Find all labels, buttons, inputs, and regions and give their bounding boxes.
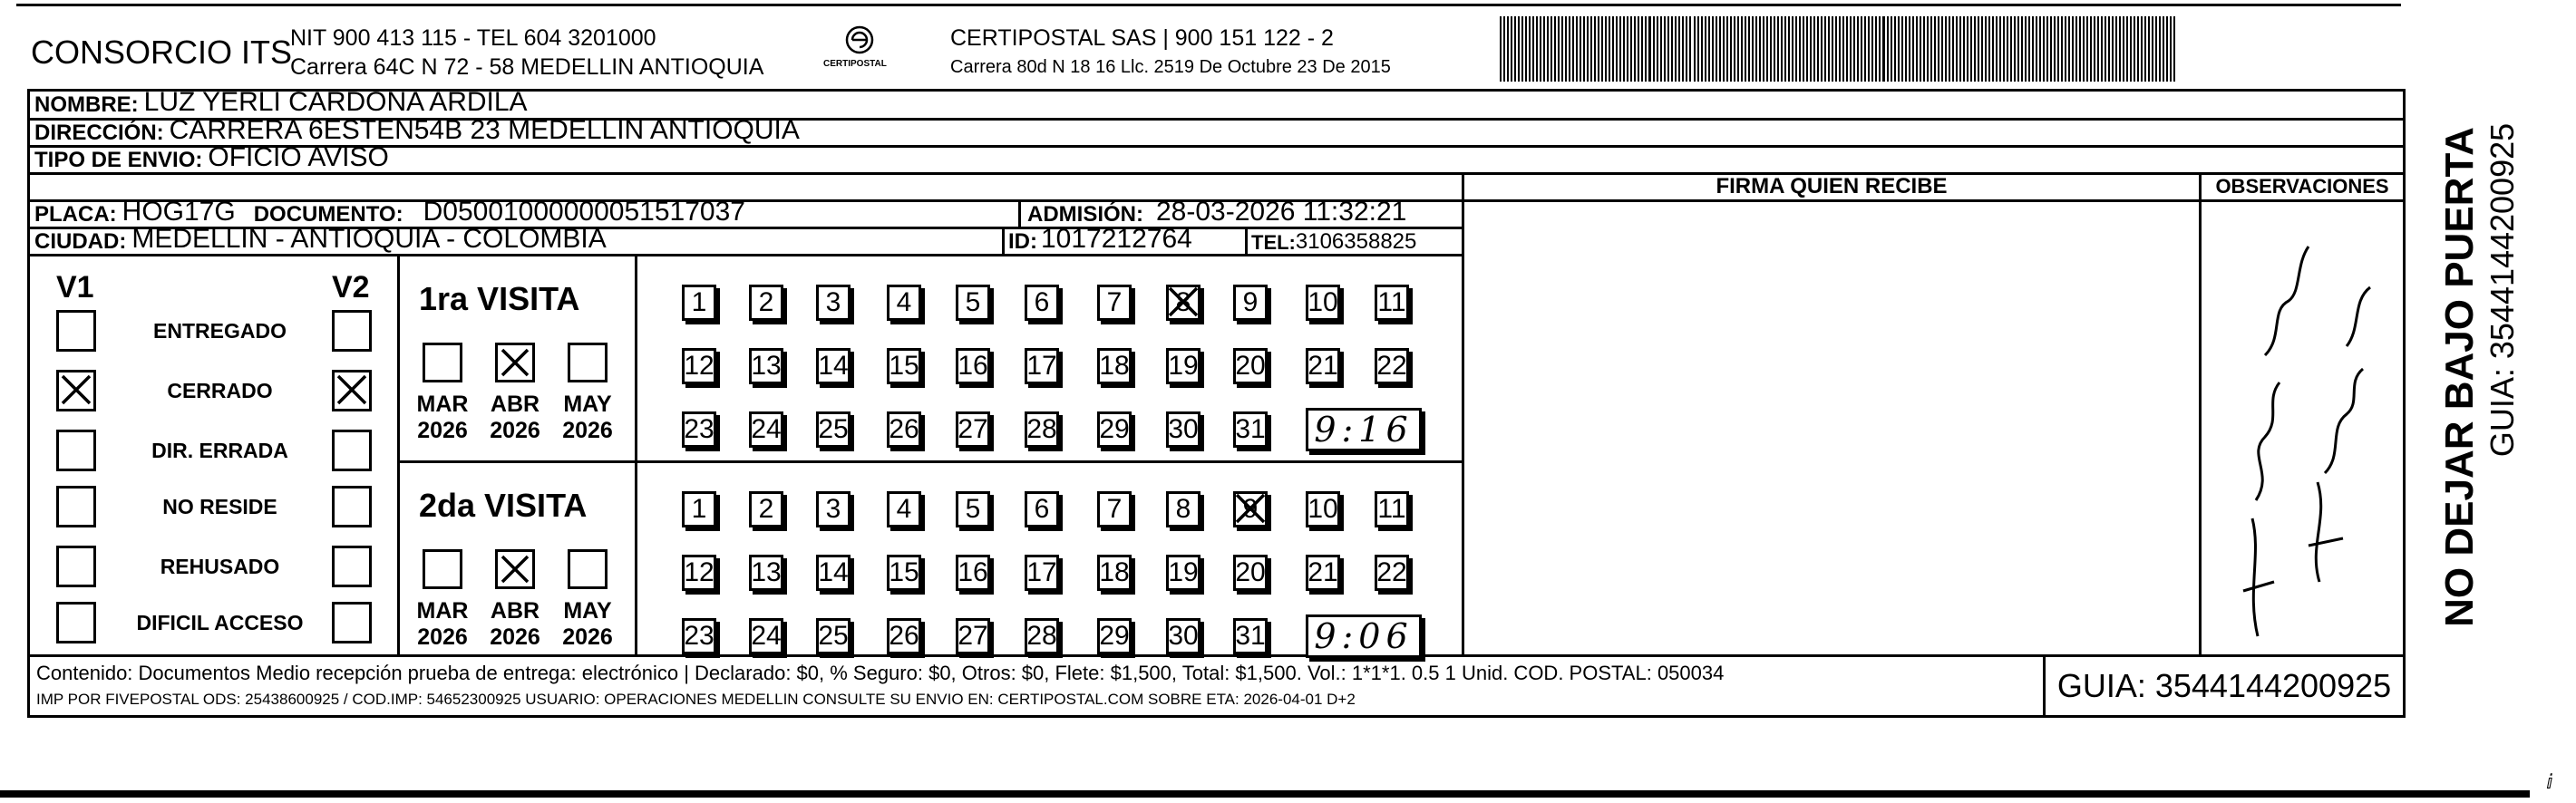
v1-checkbox[interactable] bbox=[56, 310, 96, 352]
v2-checkbox[interactable] bbox=[332, 546, 372, 587]
day-box[interactable] bbox=[816, 618, 851, 654]
day-number: 17 bbox=[1026, 351, 1057, 381]
day-box[interactable] bbox=[816, 411, 851, 448]
v1-checkbox[interactable] bbox=[56, 486, 96, 527]
footer-guia: GUIA: 3544144200925 bbox=[2056, 667, 2392, 704]
day-box[interactable] bbox=[1097, 491, 1132, 527]
nombre-row bbox=[34, 87, 528, 118]
month-year: 2026 bbox=[417, 624, 468, 650]
day-number: 21 bbox=[1307, 351, 1338, 381]
day-number: 11 bbox=[1377, 287, 1406, 317]
day-box[interactable] bbox=[749, 555, 783, 591]
day-number: 12 bbox=[684, 351, 714, 381]
day-box[interactable] bbox=[1306, 348, 1340, 384]
day-number: 7 bbox=[1106, 494, 1123, 524]
month-name: ABR bbox=[490, 598, 540, 624]
day-box[interactable] bbox=[1306, 491, 1340, 527]
day-box[interactable] bbox=[1233, 618, 1268, 654]
day-box[interactable] bbox=[816, 348, 851, 384]
day-box[interactable] bbox=[749, 618, 783, 654]
visit-time: 9:06 bbox=[1306, 614, 1422, 658]
v2-checkbox[interactable] bbox=[332, 310, 372, 352]
v2-checkbox[interactable] bbox=[332, 602, 372, 643]
day-box[interactable] bbox=[1166, 618, 1201, 654]
month-label bbox=[556, 392, 619, 444]
day-number: 17 bbox=[1026, 557, 1057, 587]
day-number: 20 bbox=[1235, 557, 1266, 587]
day-box[interactable] bbox=[1166, 285, 1201, 321]
v1-checkbox[interactable] bbox=[56, 602, 96, 643]
placa-value: HOG17G bbox=[122, 197, 236, 227]
day-number: 15 bbox=[889, 351, 919, 381]
day-box[interactable] bbox=[887, 285, 921, 321]
placa-label: PLACA: bbox=[34, 202, 117, 227]
day-box[interactable] bbox=[1097, 618, 1132, 654]
day-box[interactable] bbox=[1025, 491, 1059, 527]
day-box[interactable] bbox=[1097, 555, 1132, 591]
day-box[interactable] bbox=[956, 285, 990, 321]
day-number: 10 bbox=[1307, 494, 1338, 524]
day-number: 27 bbox=[957, 621, 988, 651]
observaciones-header: OBSERVACIONES bbox=[2215, 175, 2389, 198]
day-box[interactable] bbox=[1233, 348, 1268, 384]
day-box[interactable] bbox=[1375, 555, 1409, 591]
day-number: 6 bbox=[1034, 287, 1050, 317]
v2-checkbox[interactable] bbox=[332, 370, 372, 411]
day-box[interactable] bbox=[1025, 618, 1059, 654]
day-box[interactable] bbox=[682, 618, 716, 654]
day-number: 9 bbox=[1242, 287, 1259, 317]
day-number: 3 bbox=[825, 287, 841, 317]
id-value: 1017212764 bbox=[1041, 224, 1192, 254]
status-option-label: DIFICIL ACCESO bbox=[136, 610, 304, 634]
day-number: 5 bbox=[965, 494, 981, 524]
day-box[interactable] bbox=[1166, 555, 1201, 591]
v1-checkbox[interactable] bbox=[56, 430, 96, 471]
handwritten-observations bbox=[2202, 201, 2403, 654]
day-box[interactable] bbox=[1233, 285, 1268, 321]
month-label bbox=[483, 392, 547, 444]
day-box[interactable] bbox=[1375, 348, 1409, 384]
day-number: 1 bbox=[691, 287, 707, 317]
month-label bbox=[483, 598, 547, 651]
day-box[interactable] bbox=[887, 618, 921, 654]
day-number: 26 bbox=[889, 621, 919, 651]
footer-line2: IMP POR FIVEPOSTAL ODS: 25438600925 / COD.IMP: 54652300925 USUARIO: OPERACIONES MEDELLIN CONSULTE SU ENVIO EN: CERTIPOSTAL.COM SOBRE ETA: 2026-04-01 D+2 bbox=[36, 691, 1356, 708]
day-box[interactable] bbox=[749, 411, 783, 448]
day-box[interactable] bbox=[887, 491, 921, 527]
day-box[interactable] bbox=[816, 491, 851, 527]
admision-value: 28-03-2026 11:32:21 bbox=[1156, 197, 1407, 227]
day-number: 25 bbox=[818, 414, 849, 444]
day-box[interactable] bbox=[1375, 491, 1409, 527]
day-box[interactable] bbox=[1375, 285, 1409, 321]
day-number: 28 bbox=[1026, 414, 1057, 444]
v1-checkbox[interactable] bbox=[56, 546, 96, 587]
day-number: 26 bbox=[889, 414, 919, 444]
day-number: 24 bbox=[751, 621, 782, 651]
day-number: 13 bbox=[751, 557, 782, 587]
day-number: 23 bbox=[684, 414, 714, 444]
day-number: 16 bbox=[957, 557, 988, 587]
day-box[interactable] bbox=[1097, 411, 1132, 448]
v1-checkbox[interactable] bbox=[56, 370, 96, 411]
day-number: 1 bbox=[691, 494, 707, 524]
month-label bbox=[411, 598, 474, 651]
documento-value: D05001000000051517037 bbox=[423, 197, 745, 227]
direccion-label: DIRECCIÓN: bbox=[34, 121, 164, 145]
day-number: 29 bbox=[1099, 414, 1130, 444]
logo-text: CERTIPOSTAL bbox=[823, 59, 887, 69]
day-number: 10 bbox=[1307, 287, 1338, 317]
ciudad-value: MEDELLIN - ANTIOQUIA - COLOMBIA bbox=[131, 224, 607, 254]
day-number: 23 bbox=[684, 621, 714, 651]
day-number: 13 bbox=[751, 351, 782, 381]
day-number: 14 bbox=[818, 557, 849, 587]
month-name: MAY bbox=[563, 392, 612, 417]
company-address: Carrera 64C N 72 - 58 MEDELLIN ANTIOQUIA bbox=[290, 54, 764, 80]
day-box[interactable] bbox=[1166, 348, 1201, 384]
nombre-value: LUZ YERLI CARDONA ARDILA bbox=[143, 87, 528, 117]
visit-title: 1ra VISITA bbox=[419, 280, 580, 317]
day-box[interactable] bbox=[682, 348, 716, 384]
id-row bbox=[1008, 224, 1192, 255]
day-number: 31 bbox=[1235, 621, 1266, 651]
ciudad-row bbox=[34, 224, 607, 255]
day-number: 30 bbox=[1168, 621, 1199, 651]
day-box[interactable] bbox=[1025, 285, 1059, 321]
month-year: 2026 bbox=[490, 417, 540, 443]
day-number: 5 bbox=[965, 287, 981, 317]
day-number: 18 bbox=[1099, 351, 1130, 381]
day-number: 9 bbox=[1242, 494, 1259, 524]
day-box[interactable] bbox=[956, 555, 990, 591]
day-number: 16 bbox=[957, 351, 988, 381]
day-number: 15 bbox=[889, 557, 919, 587]
day-number: 21 bbox=[1307, 557, 1338, 587]
month-name: MAY bbox=[563, 598, 612, 624]
company-name: CONSORCIO ITS bbox=[31, 34, 293, 71]
day-box[interactable] bbox=[956, 618, 990, 654]
month-year: 2026 bbox=[562, 624, 613, 650]
carrier-address: Carrera 80d N 18 16 Llc. 2519 De Octubre 23 De 2015 bbox=[950, 57, 1391, 77]
month-checkbox[interactable] bbox=[568, 549, 608, 589]
visit-time: 9:16 bbox=[1306, 408, 1422, 451]
month-checkbox[interactable] bbox=[568, 343, 608, 382]
certipostal-logo bbox=[816, 24, 903, 78]
side-guia: GUIA: 3544144200925 bbox=[2484, 122, 2521, 458]
barcode bbox=[1498, 16, 2180, 82]
direccion-value: CARRERA 6ESTEN54B 23 MEDELLIN ANTIOQUIA bbox=[169, 115, 800, 145]
ciudad-label: CIUDAD: bbox=[34, 229, 127, 254]
day-box[interactable] bbox=[956, 348, 990, 384]
v1-label: V1 bbox=[56, 270, 94, 305]
day-number: 19 bbox=[1168, 351, 1199, 381]
v2-checkbox[interactable] bbox=[332, 430, 372, 471]
day-number: 6 bbox=[1034, 494, 1050, 524]
tipo-envio-label: TIPO DE ENVIO: bbox=[34, 148, 203, 172]
day-box[interactable] bbox=[1306, 285, 1340, 321]
direccion-row bbox=[34, 115, 800, 146]
day-box[interactable] bbox=[1166, 411, 1201, 448]
company-nit: NIT 900 413 115 - TEL 604 3201000 bbox=[290, 25, 656, 51]
v2-label: V2 bbox=[332, 270, 370, 305]
month-name: MAR bbox=[416, 392, 469, 417]
day-number: 20 bbox=[1235, 351, 1266, 381]
month-year: 2026 bbox=[562, 417, 613, 443]
day-number: 30 bbox=[1168, 414, 1199, 444]
day-box[interactable] bbox=[887, 411, 921, 448]
status-option-label: REHUSADO bbox=[160, 554, 280, 578]
day-box[interactable] bbox=[816, 285, 851, 321]
status-option-label: DIR. ERRADA bbox=[151, 438, 288, 462]
day-box[interactable] bbox=[887, 348, 921, 384]
day-box[interactable] bbox=[682, 285, 716, 321]
day-number: 22 bbox=[1376, 557, 1407, 587]
day-box[interactable] bbox=[682, 491, 716, 527]
tel-row bbox=[1251, 231, 1416, 255]
month-year: 2026 bbox=[490, 624, 540, 650]
day-number: 2 bbox=[758, 287, 774, 317]
month-name: ABR bbox=[490, 392, 540, 417]
day-number: 22 bbox=[1376, 351, 1407, 381]
status-option-label: CERRADO bbox=[167, 378, 273, 402]
day-number: 28 bbox=[1026, 621, 1057, 651]
day-number: 8 bbox=[1175, 494, 1191, 524]
day-box[interactable] bbox=[1025, 348, 1059, 384]
status-option-label: NO RESIDE bbox=[162, 494, 277, 518]
day-box[interactable] bbox=[1306, 555, 1340, 591]
status-option-label: ENTREGADO bbox=[153, 318, 287, 343]
day-box[interactable] bbox=[1025, 411, 1059, 448]
month-checkbox[interactable] bbox=[423, 549, 462, 589]
id-label: ID: bbox=[1008, 229, 1037, 254]
day-number: 24 bbox=[751, 414, 782, 444]
day-box[interactable] bbox=[1097, 285, 1132, 321]
tipo-envio-row bbox=[34, 142, 389, 173]
month-checkbox[interactable] bbox=[423, 343, 462, 382]
day-box[interactable] bbox=[749, 491, 783, 527]
day-number: 19 bbox=[1168, 557, 1199, 587]
day-number: 4 bbox=[896, 287, 912, 317]
day-box[interactable] bbox=[1025, 555, 1059, 591]
day-box[interactable] bbox=[1233, 555, 1268, 591]
tel-value: 3106358825 bbox=[1295, 229, 1417, 254]
v2-checkbox[interactable] bbox=[332, 486, 372, 527]
month-label bbox=[556, 598, 619, 651]
month-label bbox=[411, 392, 474, 444]
day-box[interactable] bbox=[682, 411, 716, 448]
day-number: 31 bbox=[1235, 414, 1266, 444]
day-number: 3 bbox=[825, 494, 841, 524]
month-checkbox[interactable] bbox=[495, 549, 535, 589]
day-box[interactable] bbox=[1233, 491, 1268, 527]
day-box[interactable] bbox=[749, 348, 783, 384]
day-box[interactable] bbox=[887, 555, 921, 591]
day-number: 25 bbox=[818, 621, 849, 651]
day-box[interactable] bbox=[1097, 348, 1132, 384]
nombre-label: NOMBRE: bbox=[34, 92, 139, 117]
day-number: 7 bbox=[1106, 287, 1123, 317]
tel-label: TEL: bbox=[1251, 231, 1296, 254]
firma-header: FIRMA QUIEN RECIBE bbox=[1716, 174, 1948, 198]
day-box[interactable] bbox=[956, 411, 990, 448]
day-number: 8 bbox=[1175, 287, 1191, 317]
visit-title: 2da VISITA bbox=[419, 487, 588, 524]
day-number: 29 bbox=[1099, 621, 1130, 651]
day-number: 2 bbox=[758, 494, 774, 524]
tipo-envio-value: OFICIO AVISO bbox=[208, 142, 389, 172]
day-box[interactable] bbox=[682, 555, 716, 591]
month-year: 2026 bbox=[417, 417, 468, 443]
day-number: 12 bbox=[684, 557, 714, 587]
day-number: 11 bbox=[1377, 494, 1406, 524]
month-checkbox[interactable] bbox=[495, 343, 535, 382]
month-name: MAR bbox=[416, 598, 469, 624]
day-number: 14 bbox=[818, 351, 849, 381]
day-box[interactable] bbox=[956, 491, 990, 527]
day-box[interactable] bbox=[1166, 491, 1201, 527]
corner-mark: ⅈ bbox=[2546, 770, 2553, 793]
day-number: 27 bbox=[957, 414, 988, 444]
day-box[interactable] bbox=[1233, 411, 1268, 448]
carrier-name: CERTIPOSTAL SAS | 900 151 122 - 2 bbox=[950, 25, 1334, 51]
admision-label: ADMISIÓN: bbox=[1027, 202, 1143, 227]
day-number: 4 bbox=[896, 494, 912, 524]
side-notice: NO DEJAR BAJO PUERTA bbox=[2437, 127, 2482, 627]
day-box[interactable] bbox=[816, 555, 851, 591]
day-box[interactable] bbox=[749, 285, 783, 321]
day-number: 18 bbox=[1099, 557, 1130, 587]
footer-line1: Contenido: Documentos Medio recepción prueba de entrega: electrónico | Declarado: $0, % Seguro: $0, Otros: $0, Flete: $1,500, Total: $1,500. Vol.: 1*1*1. 0.5 1 Unid. COD. POSTAL: 050034 bbox=[36, 662, 1725, 684]
documento-label: DOCUMENTO: bbox=[253, 202, 403, 227]
